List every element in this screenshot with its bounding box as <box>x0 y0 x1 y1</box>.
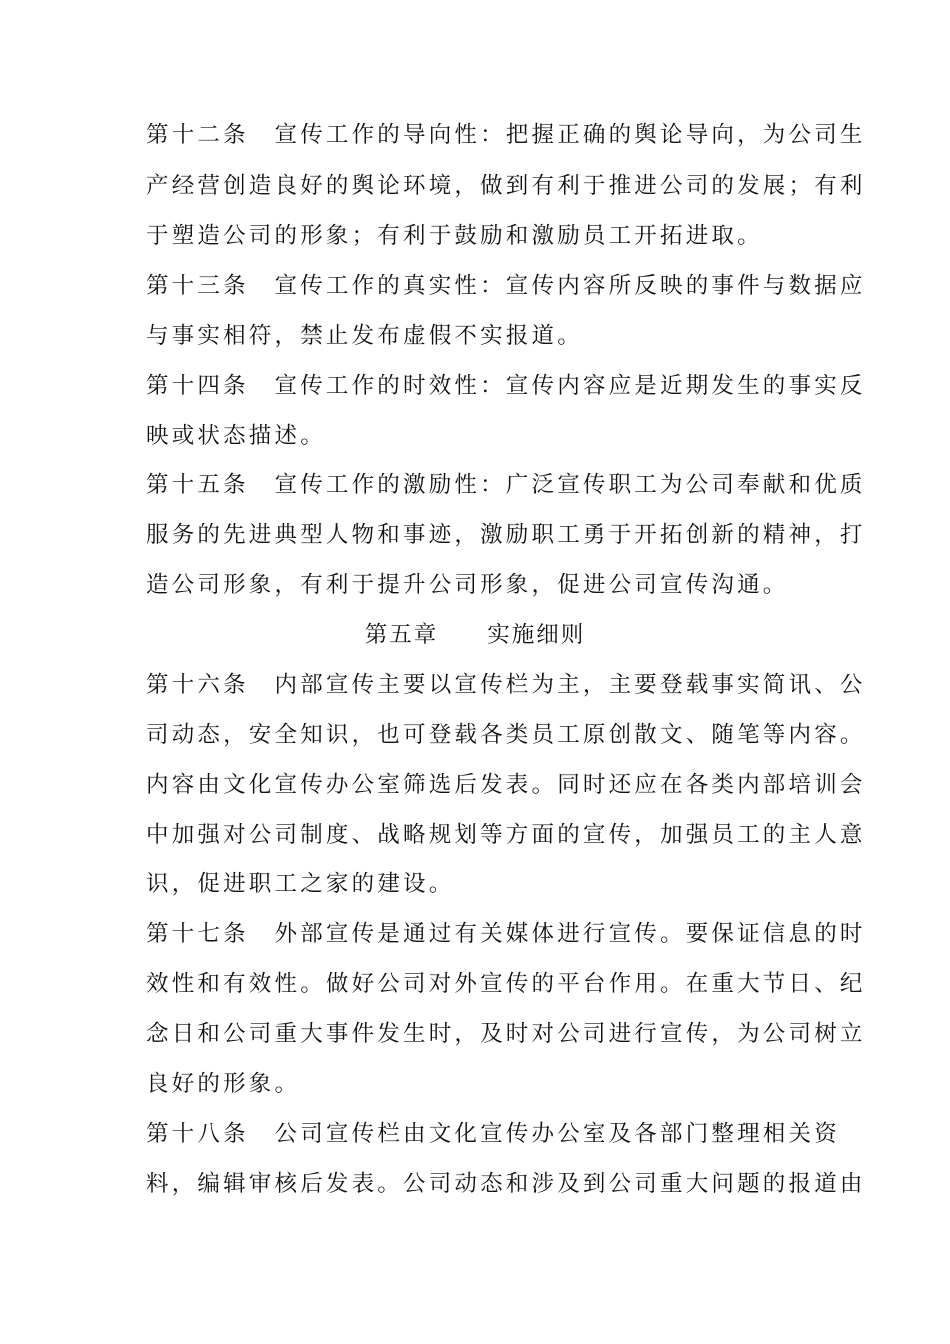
article-16-line-4: 中加强对公司制度、战略规划等方面的宣传，加强员工的主人意 <box>146 822 866 848</box>
article-16-line-5: 识，促进职工之家的建设。 <box>146 871 455 897</box>
article-14-line-2: 映或状态描述。 <box>146 423 326 449</box>
article-15-line-2: 服务的先进典型人物和事迹，激励职工勇于开拓创新的精神，打 <box>146 522 866 548</box>
article-13-line-2: 与事实相符，禁止发布虚假不实报道。 <box>146 323 583 349</box>
article-17-line-2: 效性和有效性。做好公司对外宣传的平台作用。在重大节日、纪 <box>146 971 866 997</box>
article-13-line-1: 第十三条 宣传工作的真实性：宣传内容所反映的事件与数据应 <box>146 273 866 299</box>
article-18-line-1: 第十八条 公司宣传栏由文化宣传办公室及各部门整理相关资 <box>146 1121 840 1147</box>
article-15-line-3: 造公司形象，有利于提升公司形象，促进公司宣传沟通。 <box>146 572 789 598</box>
article-17-line-1: 第十七条 外部宣传是通过有关媒体进行宣传。要保证信息的时 <box>146 921 866 947</box>
article-12-line-1: 第十二条 宣传工作的导向性：把握正确的舆论导向，为公司生 <box>146 122 866 148</box>
article-12-line-2: 产经营创造良好的舆论环境，做到有利于推进公司的发展；有利 <box>146 173 866 199</box>
article-14-line-1: 第十四条 宣传工作的时效性：宣传内容应是近期发生的事实反 <box>146 373 866 399</box>
article-16-line-1: 第十六条 内部宣传主要以宣传栏为主，主要登载事实简讯、公 <box>146 672 866 698</box>
article-17-line-3: 念日和公司重大事件发生时，及时对公司进行宣传，为公司树立 <box>146 1021 866 1047</box>
article-18-line-2: 料，编辑审核后发表。公司动态和涉及到公司重大问题的报道由 <box>146 1171 866 1197</box>
article-16-line-2: 司动态，安全知识，也可登载各类员工原创散文、随笔等内容。 <box>146 722 866 748</box>
article-15-line-1: 第十五条 宣传工作的激励性：广泛宣传职工为公司奉献和优质 <box>146 472 866 498</box>
article-16-line-3: 内容由文化宣传办公室筛选后发表。同时还应在各类内部培训会 <box>146 772 866 798</box>
chapter-heading: 第五章 实施细则 <box>364 622 586 648</box>
article-12-line-3: 于塑造公司的形象；有利于鼓励和激励员工开拓进取。 <box>146 223 763 249</box>
article-17-line-4: 良好的形象。 <box>146 1071 301 1097</box>
